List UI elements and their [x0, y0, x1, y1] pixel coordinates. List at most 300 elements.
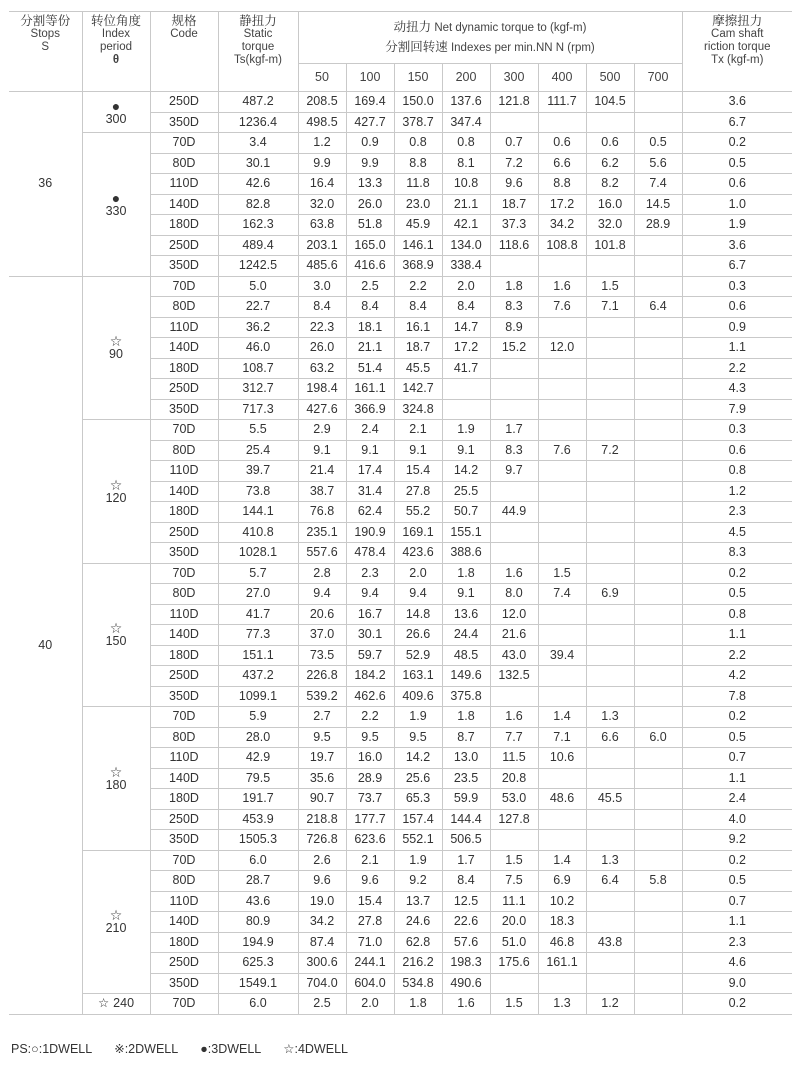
dynamic-torque-cell	[586, 399, 634, 420]
dynamic-torque-cell	[586, 686, 634, 707]
dynamic-torque-cell: 43.8	[586, 932, 634, 953]
dynamic-torque-cell	[634, 789, 682, 810]
dynamic-torque-cell	[538, 317, 586, 338]
dynamic-torque-cell: 9.2	[394, 871, 442, 892]
dynamic-torque-cell: 7.4	[634, 174, 682, 195]
dynamic-torque-cell	[490, 543, 538, 564]
dynamic-torque-cell: 37.0	[298, 625, 346, 646]
header-friction-en1: Cam shaft	[711, 28, 764, 40]
dynamic-torque-cell	[634, 707, 682, 728]
static-torque-cell: 1549.1	[218, 973, 298, 994]
dynamic-torque-cell: 6.2	[586, 153, 634, 174]
dynamic-torque-cell: 8.8	[394, 153, 442, 174]
dynamic-torque-cell: 13.6	[442, 604, 490, 625]
dynamic-torque-cell: 1.5	[490, 994, 538, 1015]
dynamic-torque-cell: 28.9	[634, 215, 682, 236]
dynamic-torque-cell: 51.0	[490, 932, 538, 953]
index-period-cell	[82, 92, 150, 133]
dynamic-torque-cell	[586, 338, 634, 359]
dynamic-torque-cell: 134.0	[442, 235, 490, 256]
dynamic-torque-cell	[586, 379, 634, 400]
code-cell: 180D	[150, 215, 218, 236]
index-period-cell	[82, 850, 150, 994]
torque-spec-table	[9, 11, 792, 1015]
dynamic-torque-cell: 52.9	[394, 645, 442, 666]
static-torque-cell: 22.7	[218, 297, 298, 318]
dynamic-torque-cell: 338.4	[442, 256, 490, 277]
dynamic-torque-cell: 416.6	[346, 256, 394, 277]
table-body	[9, 92, 792, 1015]
static-torque-cell: 28.0	[218, 727, 298, 748]
dynamic-torque-cell: 28.9	[346, 768, 394, 789]
static-torque-cell: 437.2	[218, 666, 298, 687]
code-cell: 350D	[150, 830, 218, 851]
table-row	[9, 850, 792, 871]
dynamic-torque-cell: 16.0	[346, 748, 394, 769]
static-torque-cell: 82.8	[218, 194, 298, 215]
friction-torque-cell: 7.9	[682, 399, 792, 420]
code-cell: 140D	[150, 481, 218, 502]
dynamic-torque-cell: 244.1	[346, 953, 394, 974]
legend-label: :2DWELL	[124, 1042, 179, 1056]
index-period-cell	[82, 133, 150, 277]
dynamic-torque-cell: 6.9	[538, 871, 586, 892]
dynamic-torque-cell: 157.4	[394, 809, 442, 830]
dynamic-torque-cell: 9.1	[298, 440, 346, 461]
dynamic-torque-cell	[538, 399, 586, 420]
dynamic-torque-cell: 203.1	[298, 235, 346, 256]
code-cell: 180D	[150, 358, 218, 379]
friction-torque-cell: 0.9	[682, 317, 792, 338]
friction-torque-cell: 1.1	[682, 768, 792, 789]
dynamic-torque-cell	[634, 850, 682, 871]
dynamic-torque-cell	[538, 604, 586, 625]
static-torque-cell: 410.8	[218, 522, 298, 543]
header-code	[150, 12, 218, 92]
static-torque-cell: 312.7	[218, 379, 298, 400]
dynamic-torque-cell	[586, 358, 634, 379]
code-cell: 70D	[150, 994, 218, 1015]
dynamic-torque-cell: 0.9	[346, 133, 394, 154]
dynamic-torque-cell: 10.2	[538, 891, 586, 912]
static-torque-cell: 487.2	[218, 92, 298, 113]
code-cell: 250D	[150, 379, 218, 400]
dynamic-torque-cell	[538, 666, 586, 687]
dynamic-torque-cell: 366.9	[346, 399, 394, 420]
dynamic-torque-cell	[634, 317, 682, 338]
code-cell: 110D	[150, 748, 218, 769]
dynamic-torque-cell: 42.1	[442, 215, 490, 236]
static-torque-cell: 194.9	[218, 932, 298, 953]
dynamic-torque-cell: 63.2	[298, 358, 346, 379]
dynamic-torque-cell	[538, 686, 586, 707]
dynamic-torque-cell: 1.4	[538, 707, 586, 728]
static-torque-cell: 5.9	[218, 707, 298, 728]
dynamic-torque-cell: 15.2	[490, 338, 538, 359]
dynamic-torque-cell: 24.6	[394, 912, 442, 933]
dynamic-torque-cell: 7.1	[586, 297, 634, 318]
dynamic-torque-cell: 41.7	[442, 358, 490, 379]
dynamic-torque-cell	[490, 830, 538, 851]
index-period-value: 120	[105, 490, 127, 505]
legend-item	[283, 1042, 348, 1056]
dynamic-torque-cell	[538, 973, 586, 994]
header-speed-zh: 分割回转速	[385, 39, 448, 54]
dynamic-torque-cell: 118.6	[490, 235, 538, 256]
dynamic-torque-cell: 13.7	[394, 891, 442, 912]
static-torque-cell: 1099.1	[218, 686, 298, 707]
friction-torque-cell: 1.2	[682, 481, 792, 502]
dynamic-torque-cell: 177.7	[346, 809, 394, 830]
dynamic-torque-cell: 427.7	[346, 112, 394, 133]
static-torque-cell: 42.6	[218, 174, 298, 195]
dynamic-torque-cell: 169.1	[394, 522, 442, 543]
dynamic-torque-cell: 208.5	[298, 92, 346, 113]
friction-torque-cell: 2.3	[682, 932, 792, 953]
dynamic-torque-cell: 0.6	[586, 133, 634, 154]
dynamic-torque-cell: 6.9	[586, 584, 634, 605]
dynamic-torque-cell: 19.7	[298, 748, 346, 769]
dynamic-torque-cell: 2.1	[394, 420, 442, 441]
dynamic-torque-cell: 20.0	[490, 912, 538, 933]
friction-torque-cell: 1.1	[682, 912, 792, 933]
dynamic-torque-cell: 2.1	[346, 850, 394, 871]
legend-symbol: ●	[200, 1042, 208, 1056]
static-torque-cell: 717.3	[218, 399, 298, 420]
dynamic-torque-cell: 11.1	[490, 891, 538, 912]
static-torque-cell: 108.7	[218, 358, 298, 379]
legend-symbol: ※	[114, 1042, 125, 1056]
dynamic-torque-cell: 216.2	[394, 953, 442, 974]
code-cell: 350D	[150, 973, 218, 994]
dynamic-torque-cell: 604.0	[346, 973, 394, 994]
dynamic-torque-cell: 19.0	[298, 891, 346, 912]
friction-torque-cell: 4.5	[682, 522, 792, 543]
code-cell: 180D	[150, 789, 218, 810]
header-stops	[9, 12, 82, 92]
dynamic-torque-cell: 38.7	[298, 481, 346, 502]
friction-torque-cell: 1.9	[682, 215, 792, 236]
dynamic-torque-cell: 534.8	[394, 973, 442, 994]
dynamic-torque-cell: 63.8	[298, 215, 346, 236]
dynamic-torque-cell: 1.6	[442, 994, 490, 1015]
dynamic-torque-cell: 1.8	[490, 276, 538, 297]
dynamic-torque-cell: 8.4	[442, 871, 490, 892]
dwell-symbol: ☆	[97, 996, 110, 1011]
header-index-en2: period	[100, 41, 132, 53]
header-dynamic-torque	[298, 12, 682, 64]
dynamic-torque-cell: 235.1	[298, 522, 346, 543]
dynamic-torque-cell: 146.1	[394, 235, 442, 256]
dynamic-torque-cell: 9.7	[490, 461, 538, 482]
friction-torque-cell: 3.6	[682, 92, 792, 113]
dynamic-torque-cell: 427.6	[298, 399, 346, 420]
static-torque-cell: 1242.5	[218, 256, 298, 277]
friction-torque-cell: 9.0	[682, 973, 792, 994]
dynamic-torque-cell: 142.7	[394, 379, 442, 400]
dynamic-torque-cell: 108.8	[538, 235, 586, 256]
dynamic-torque-cell	[634, 379, 682, 400]
dynamic-torque-cell: 0.6	[538, 133, 586, 154]
dynamic-torque-cell	[538, 379, 586, 400]
speed-header-300: 300	[490, 64, 538, 92]
code-cell: 70D	[150, 850, 218, 871]
dynamic-torque-cell	[538, 625, 586, 646]
dynamic-torque-cell: 1.9	[394, 850, 442, 871]
dynamic-torque-cell	[586, 891, 634, 912]
index-period-value: 90	[109, 347, 123, 362]
dynamic-torque-cell: 2.7	[298, 707, 346, 728]
dynamic-torque-cell: 17.2	[442, 338, 490, 359]
dwell-symbol: ●	[111, 189, 121, 206]
dynamic-torque-cell: 31.4	[346, 481, 394, 502]
dynamic-torque-cell: 12.5	[442, 891, 490, 912]
dynamic-torque-cell: 18.3	[538, 912, 586, 933]
dynamic-torque-cell: 409.6	[394, 686, 442, 707]
code-cell: 250D	[150, 235, 218, 256]
dynamic-torque-cell: 8.3	[490, 297, 538, 318]
dynamic-torque-cell: 26.0	[346, 194, 394, 215]
dynamic-torque-cell	[634, 92, 682, 113]
dynamic-torque-cell	[586, 256, 634, 277]
dynamic-torque-cell: 8.1	[442, 153, 490, 174]
dynamic-torque-cell	[634, 912, 682, 933]
static-torque-cell: 191.7	[218, 789, 298, 810]
dynamic-torque-cell: 7.5	[490, 871, 538, 892]
dynamic-torque-cell: 45.5	[394, 358, 442, 379]
header-index	[82, 12, 150, 92]
static-torque-cell: 1236.4	[218, 112, 298, 133]
dynamic-torque-cell: 22.6	[442, 912, 490, 933]
dynamic-torque-cell: 21.1	[346, 338, 394, 359]
table-row	[9, 276, 792, 297]
dynamic-torque-cell: 368.9	[394, 256, 442, 277]
dynamic-torque-cell: 13.3	[346, 174, 394, 195]
dynamic-torque-cell: 2.6	[298, 850, 346, 871]
dynamic-torque-cell	[538, 461, 586, 482]
dynamic-torque-cell: 423.6	[394, 543, 442, 564]
dynamic-torque-cell	[538, 543, 586, 564]
dynamic-torque-cell: 462.6	[346, 686, 394, 707]
dynamic-torque-cell	[490, 358, 538, 379]
dynamic-torque-cell: 161.1	[346, 379, 394, 400]
header-static-en2: torque	[241, 41, 275, 53]
header-code-en: Code	[170, 28, 198, 40]
friction-torque-cell: 0.7	[682, 891, 792, 912]
dynamic-torque-cell: 0.8	[394, 133, 442, 154]
header-friction-unit: Tx (kgf-m)	[711, 54, 764, 66]
dynamic-torque-cell	[586, 563, 634, 584]
dynamic-torque-cell	[634, 543, 682, 564]
dynamic-torque-cell: 9.5	[298, 727, 346, 748]
speed-header-200: 200	[442, 64, 490, 92]
dynamic-torque-cell	[634, 235, 682, 256]
dynamic-torque-cell: 15.4	[394, 461, 442, 482]
dynamic-torque-cell: 8.2	[586, 174, 634, 195]
friction-torque-cell: 0.8	[682, 604, 792, 625]
code-cell: 140D	[150, 194, 218, 215]
legend-prefix: PS:	[11, 1042, 32, 1056]
dynamic-torque-cell	[586, 830, 634, 851]
static-torque-cell: 28.7	[218, 871, 298, 892]
dynamic-torque-cell: 65.3	[394, 789, 442, 810]
dynamic-torque-cell: 26.6	[394, 625, 442, 646]
dynamic-torque-cell	[586, 461, 634, 482]
code-cell: 80D	[150, 871, 218, 892]
friction-torque-cell: 0.6	[682, 174, 792, 195]
header-friction-zh: 摩擦扭力	[712, 14, 763, 28]
dynamic-torque-cell: 17.2	[538, 194, 586, 215]
dynamic-torque-cell	[490, 686, 538, 707]
index-period-cell	[82, 276, 150, 420]
dynamic-torque-cell: 2.2	[394, 276, 442, 297]
dynamic-torque-cell: 150.0	[394, 92, 442, 113]
dynamic-torque-cell: 34.2	[298, 912, 346, 933]
dynamic-torque-cell	[634, 502, 682, 523]
static-torque-cell: 43.6	[218, 891, 298, 912]
dynamic-torque-cell: 2.8	[298, 563, 346, 584]
static-torque-cell: 80.9	[218, 912, 298, 933]
dynamic-torque-cell: 149.6	[442, 666, 490, 687]
dynamic-torque-cell: 11.5	[490, 748, 538, 769]
dynamic-torque-cell: 18.7	[394, 338, 442, 359]
code-cell: 180D	[150, 502, 218, 523]
dynamic-torque-cell: 10.8	[442, 174, 490, 195]
dynamic-torque-cell: 1.5	[586, 276, 634, 297]
dynamic-torque-cell: 23.0	[394, 194, 442, 215]
dynamic-torque-cell: 2.9	[298, 420, 346, 441]
static-torque-cell: 1028.1	[218, 543, 298, 564]
dynamic-torque-cell	[538, 256, 586, 277]
dynamic-torque-cell: 8.4	[442, 297, 490, 318]
header-static-unit: Ts(kgf-m)	[234, 54, 282, 66]
dynamic-torque-cell: 144.4	[442, 809, 490, 830]
dynamic-torque-cell: 7.2	[490, 153, 538, 174]
dynamic-torque-cell: 87.4	[298, 932, 346, 953]
dynamic-torque-cell: 3.0	[298, 276, 346, 297]
dynamic-torque-cell: 1.8	[442, 707, 490, 728]
code-cell: 80D	[150, 727, 218, 748]
code-cell: 250D	[150, 953, 218, 974]
header-index-en1: Index	[101, 28, 131, 40]
dynamic-torque-cell: 161.1	[538, 953, 586, 974]
dynamic-torque-cell: 45.5	[586, 789, 634, 810]
dynamic-torque-cell: 2.0	[346, 994, 394, 1015]
friction-torque-cell: 3.6	[682, 235, 792, 256]
friction-torque-cell: 1.0	[682, 194, 792, 215]
code-cell: 110D	[150, 317, 218, 338]
dynamic-torque-cell: 9.9	[298, 153, 346, 174]
dynamic-torque-cell: 226.8	[298, 666, 346, 687]
dynamic-torque-cell: 45.9	[394, 215, 442, 236]
dynamic-torque-cell: 2.3	[346, 563, 394, 584]
dynamic-torque-cell: 57.6	[442, 932, 490, 953]
dynamic-torque-cell	[586, 522, 634, 543]
code-cell: 110D	[150, 461, 218, 482]
dynamic-torque-cell: 165.0	[346, 235, 394, 256]
dynamic-torque-cell: 7.7	[490, 727, 538, 748]
static-torque-cell: 1505.3	[218, 830, 298, 851]
dynamic-torque-cell: 9.6	[346, 871, 394, 892]
code-cell: 80D	[150, 440, 218, 461]
dwell-symbol: ☆	[109, 333, 123, 350]
dynamic-torque-cell: 175.6	[490, 953, 538, 974]
static-torque-cell: 5.0	[218, 276, 298, 297]
dynamic-torque-cell	[634, 584, 682, 605]
dynamic-torque-cell	[586, 973, 634, 994]
index-period-value: 300	[105, 111, 127, 126]
dynamic-torque-cell: 32.0	[298, 194, 346, 215]
dynamic-torque-cell: 21.6	[490, 625, 538, 646]
dynamic-torque-cell: 2.0	[442, 276, 490, 297]
friction-torque-cell: 2.2	[682, 645, 792, 666]
friction-torque-cell: 0.2	[682, 707, 792, 728]
friction-torque-cell: 0.5	[682, 727, 792, 748]
dynamic-torque-cell	[490, 256, 538, 277]
table-row	[9, 994, 792, 1015]
dynamic-torque-cell	[634, 973, 682, 994]
friction-torque-cell: 8.3	[682, 543, 792, 564]
dynamic-torque-cell: 7.1	[538, 727, 586, 748]
friction-torque-cell: 4.6	[682, 953, 792, 974]
dynamic-torque-cell	[538, 358, 586, 379]
dynamic-torque-cell: 9.9	[346, 153, 394, 174]
code-cell: 110D	[150, 891, 218, 912]
dynamic-torque-cell: 14.8	[394, 604, 442, 625]
dynamic-torque-cell: 59.9	[442, 789, 490, 810]
index-period-cell	[82, 563, 150, 707]
dynamic-torque-cell	[634, 994, 682, 1015]
dynamic-torque-cell: 24.4	[442, 625, 490, 646]
table-row	[9, 707, 792, 728]
dynamic-torque-cell: 53.0	[490, 789, 538, 810]
dynamic-torque-cell: 55.2	[394, 502, 442, 523]
dwell-symbol: ☆	[109, 763, 123, 780]
dynamic-torque-cell: 34.2	[538, 215, 586, 236]
dynamic-torque-cell: 9.6	[298, 871, 346, 892]
static-torque-cell: 6.0	[218, 994, 298, 1015]
dynamic-torque-cell: 39.4	[538, 645, 586, 666]
dynamic-torque-cell: 6.4	[586, 871, 634, 892]
static-torque-cell: 41.7	[218, 604, 298, 625]
static-torque-cell: 25.4	[218, 440, 298, 461]
friction-torque-cell: 0.8	[682, 461, 792, 482]
dynamic-torque-cell: 1.3	[586, 850, 634, 871]
dynamic-torque-cell: 9.1	[394, 440, 442, 461]
index-period-cell	[82, 420, 150, 564]
dynamic-torque-cell: 10.6	[538, 748, 586, 769]
dynamic-torque-cell	[490, 379, 538, 400]
code-cell: 140D	[150, 768, 218, 789]
dynamic-torque-cell: 8.7	[442, 727, 490, 748]
code-cell: 110D	[150, 174, 218, 195]
static-torque-cell: 77.3	[218, 625, 298, 646]
dynamic-torque-cell	[634, 953, 682, 974]
dynamic-torque-cell: 104.5	[586, 92, 634, 113]
static-torque-cell: 73.8	[218, 481, 298, 502]
dynamic-torque-cell	[586, 420, 634, 441]
legend	[11, 1041, 370, 1056]
dynamic-torque-cell: 1.3	[586, 707, 634, 728]
dynamic-torque-cell: 6.0	[634, 727, 682, 748]
code-cell: 140D	[150, 338, 218, 359]
dynamic-torque-cell: 13.0	[442, 748, 490, 769]
dynamic-torque-cell: 8.4	[346, 297, 394, 318]
dynamic-torque-cell: 90.7	[298, 789, 346, 810]
dynamic-torque-cell: 16.4	[298, 174, 346, 195]
code-cell: 110D	[150, 604, 218, 625]
dynamic-torque-cell: 388.6	[442, 543, 490, 564]
